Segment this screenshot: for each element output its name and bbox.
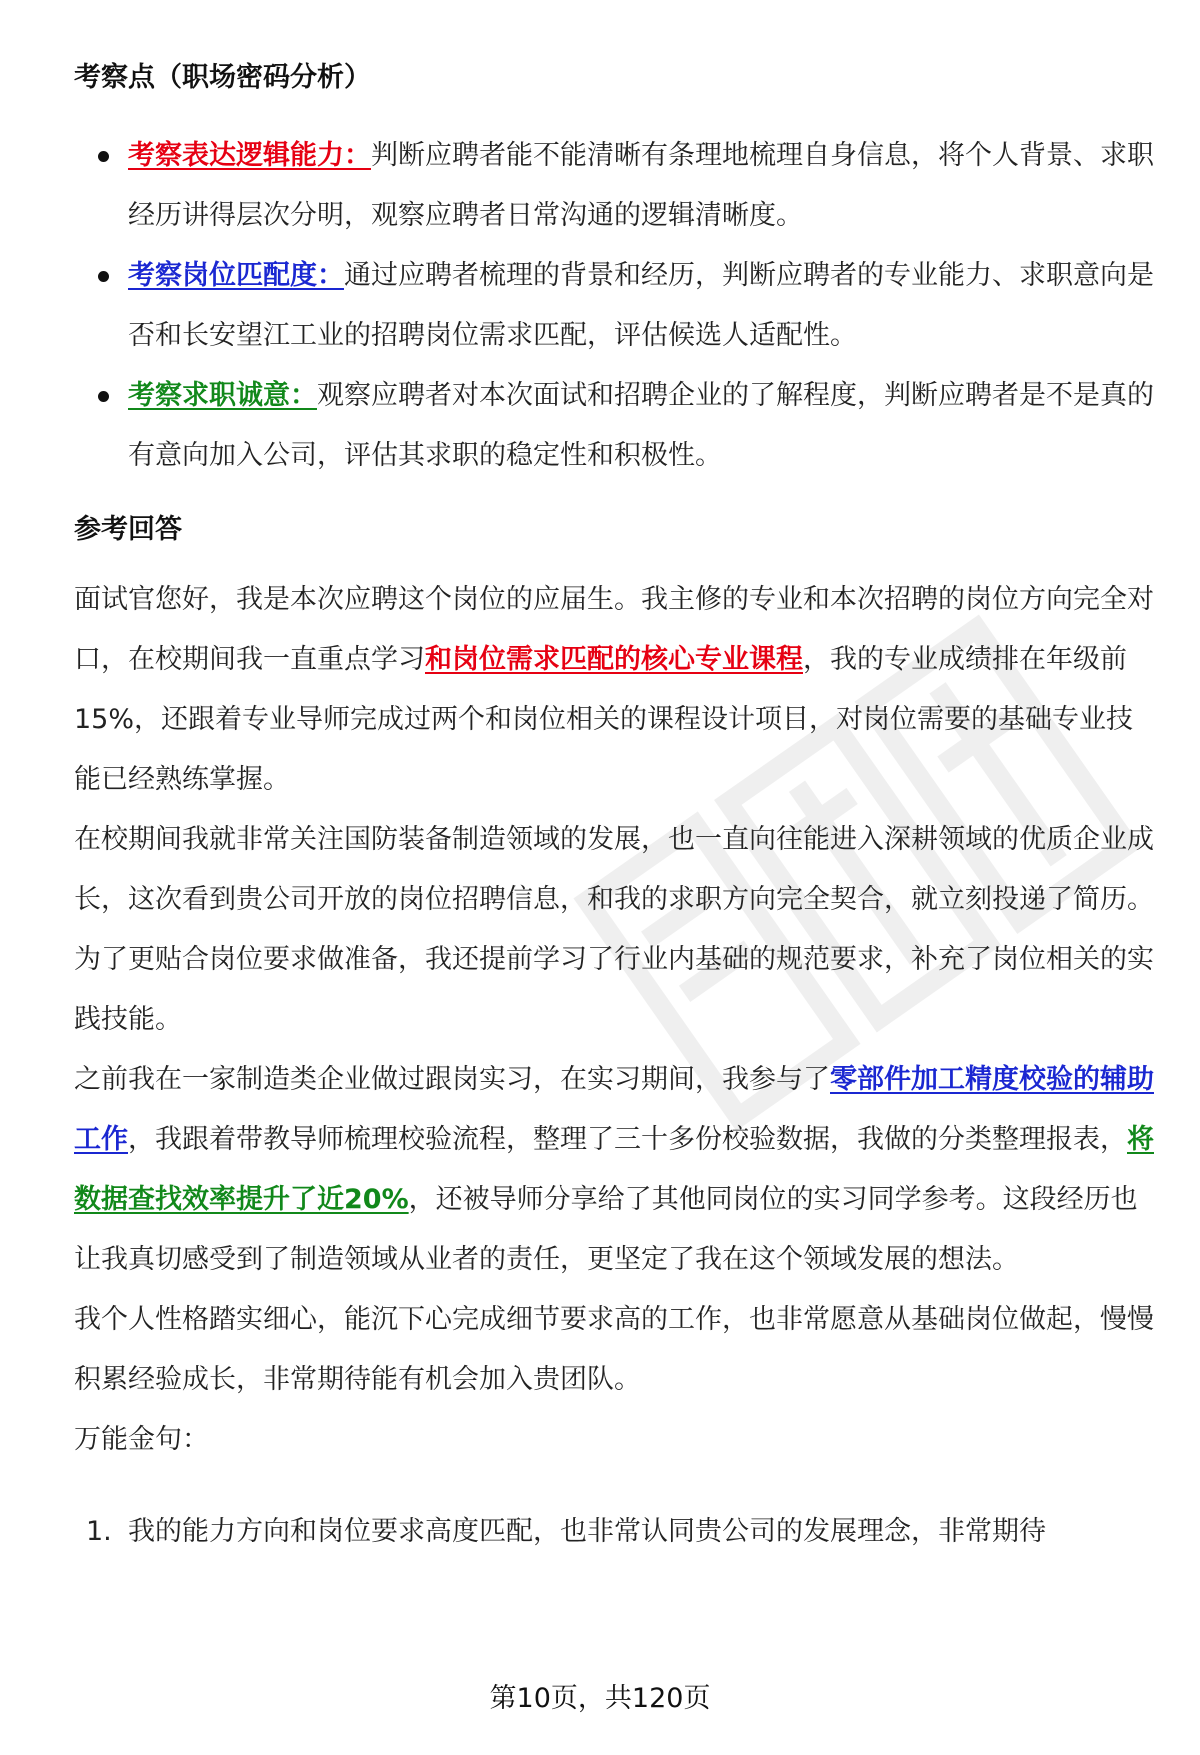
point-text: 判断应聘者能不能清晰有条理地梳理自身信息，将个人背景、求职经历讲得层次分明，观察应聘者日常沟通的逻辑清晰度。 <box>128 140 1154 231</box>
answer-paragraph-2: 在校期间我就非常关注国防装备制造领域的发展，也一直向往能进入深耕领域的优质企业成长，这次看到贵公司开放的岗位招聘信息，和我的求职方向完全契合，就立刻投递了简历。为了更贴合岗位要求做准备，我还提前学习了行业内基础的规范要求，补充了岗位相关的实践技能。 <box>74 824 1154 1035</box>
answer-paragraph-1 <box>74 570 1154 810</box>
point-text: 观察应聘者对本次面试和招聘企业的了解程度，判断应聘者是不是真的有意向加入公司，评估其求职的稳定性和积极性。 <box>128 380 1154 471</box>
golden-sentence-list <box>74 1502 1154 1562</box>
highlight-text: 零部件加工精度校验的辅助工作 <box>74 1064 1154 1155</box>
paragraph-text: ，还被导师分享给了其他同岗位的实习同学参考。这段经历也让我真切感受到了制造领域从业者的责任，更坚定了我在这个领域发展的想法。 <box>74 1184 1138 1275</box>
list-item <box>74 246 1154 366</box>
point-keyword: 考察岗位匹配度： <box>128 260 344 291</box>
list-item-text: 我的能力方向和岗位要求高度匹配，也非常认同贵公司的发展理念，非常期待 <box>128 1516 1046 1547</box>
section-title-reference-answer: 参考回答 <box>74 514 182 545</box>
point-keyword: 考察表达逻辑能力： <box>128 140 371 171</box>
main-content <box>74 56 1154 1562</box>
answer-paragraph-3 <box>74 1050 1154 1290</box>
highlight-text: 和岗位需求匹配的核心专业课程 <box>425 644 803 675</box>
paragraph-text: ，我跟着带教导师梳理校验流程，整理了三十多份校验数据，我做的分类整理报表， <box>128 1124 1127 1155</box>
list-number: 1. <box>86 1516 112 1547</box>
point-keyword: 考察求职诚意： <box>128 380 317 411</box>
list-item <box>74 126 1154 246</box>
section-title-exam-points: 考察点（职场密码分析） <box>74 62 371 93</box>
exam-points-list <box>74 126 1154 486</box>
paragraph-text: 面试官您好，我是本次应聘这个岗位的应届生。我主修的专业和本次招聘的岗位方向完全对口，在校期间我一直重点学习 <box>74 584 1154 675</box>
highlight-text: 将数据查找效率提升了近20% <box>74 1124 1154 1215</box>
answer-paragraph-4: 我个人性格踏实细心，能沉下心完成细节要求高的工作，也非常愿意从基础岗位做起，慢慢积累经验成长，非常期待能有机会加入贵团队。 <box>74 1304 1154 1395</box>
point-text: 通过应聘者梳理的背景和经历，判断应聘者的专业能力、求职意向是否和长安望江工业的招聘岗位需求匹配，评估候选人适配性。 <box>128 260 1154 351</box>
paragraph-text: 之前我在一家制造类企业做过跟岗实习，在实习期间，我参与了 <box>74 1064 830 1095</box>
golden-sentence-title: 万能金句： <box>74 1424 209 1455</box>
list-item <box>74 366 1154 486</box>
page-number: 第10页，共120页 <box>489 1683 711 1714</box>
paragraph-text: ，我的专业成绩排在年级前15%，还跟着专业导师完成过两个和岗位相关的课程设计项目，对岗位需要的基础专业技能已经熟练掌握。 <box>74 644 1134 795</box>
list-item <box>74 1502 1154 1562</box>
